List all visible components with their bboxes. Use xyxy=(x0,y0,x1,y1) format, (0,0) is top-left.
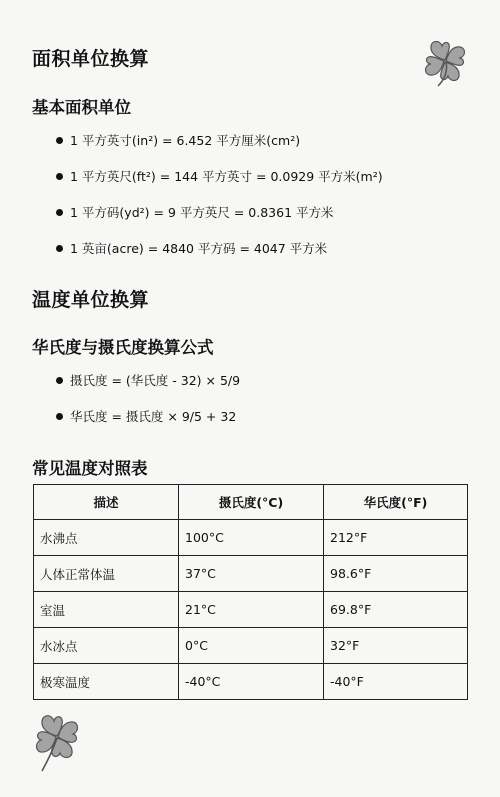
basic-area-units-heading: 基本面积单位 xyxy=(32,98,131,117)
table-cell: 37°C xyxy=(179,556,324,592)
temperature-table xyxy=(33,484,468,700)
area-section-title: 面积单位换算 xyxy=(32,48,150,70)
list-item: 华氏度 = 摄氏度 × 9/5 + 32 xyxy=(56,407,240,443)
list-item: 1 平方英尺(ft²) = 144 平方英寸 = 0.0929 平方米(m²) xyxy=(56,167,383,203)
table-cell: 212°F xyxy=(324,520,468,556)
table-cell: -40°F xyxy=(324,664,468,700)
table-header-row xyxy=(34,485,468,520)
table-cell: 98.6°F xyxy=(324,556,468,592)
list-item: 摄氏度 = (华氏度 - 32) × 5/9 xyxy=(56,371,240,407)
table-row xyxy=(34,664,468,700)
area-units-list xyxy=(56,131,383,275)
table-cell: 水冰点 xyxy=(34,628,179,664)
temperature-table-heading: 常见温度对照表 xyxy=(32,459,148,478)
table-row xyxy=(34,592,468,628)
four-leaf-clover-icon xyxy=(28,708,88,774)
table-cell: 室温 xyxy=(34,592,179,628)
table-cell: 水沸点 xyxy=(34,520,179,556)
list-item: 1 英亩(acre) = 4840 平方码 = 4047 平方米 xyxy=(56,239,383,275)
table-row xyxy=(34,556,468,592)
formula-list xyxy=(56,371,240,443)
column-header: 华氏度(°F) xyxy=(324,485,468,520)
table-cell: 人体正常体温 xyxy=(34,556,179,592)
table-cell: 极寒温度 xyxy=(34,664,179,700)
conversion-formula-heading: 华氏度与摄氏度换算公式 xyxy=(32,338,214,357)
table-cell: 32°F xyxy=(324,628,468,664)
four-leaf-clover-icon xyxy=(418,34,474,90)
table-cell: -40°C xyxy=(179,664,324,700)
table-cell: 69.8°F xyxy=(324,592,468,628)
list-item: 1 平方英寸(in²) = 6.452 平方厘米(cm²) xyxy=(56,131,383,167)
table-row xyxy=(34,520,468,556)
column-header: 描述 xyxy=(34,485,179,520)
table-row xyxy=(34,628,468,664)
list-item: 1 平方码(yd²) = 9 平方英尺 = 0.8361 平方米 xyxy=(56,203,383,239)
table-cell: 100°C xyxy=(179,520,324,556)
temperature-section-title: 温度单位换算 xyxy=(32,289,150,311)
table-cell: 21°C xyxy=(179,592,324,628)
table-cell: 0°C xyxy=(179,628,324,664)
column-header: 摄氏度(°C) xyxy=(179,485,324,520)
